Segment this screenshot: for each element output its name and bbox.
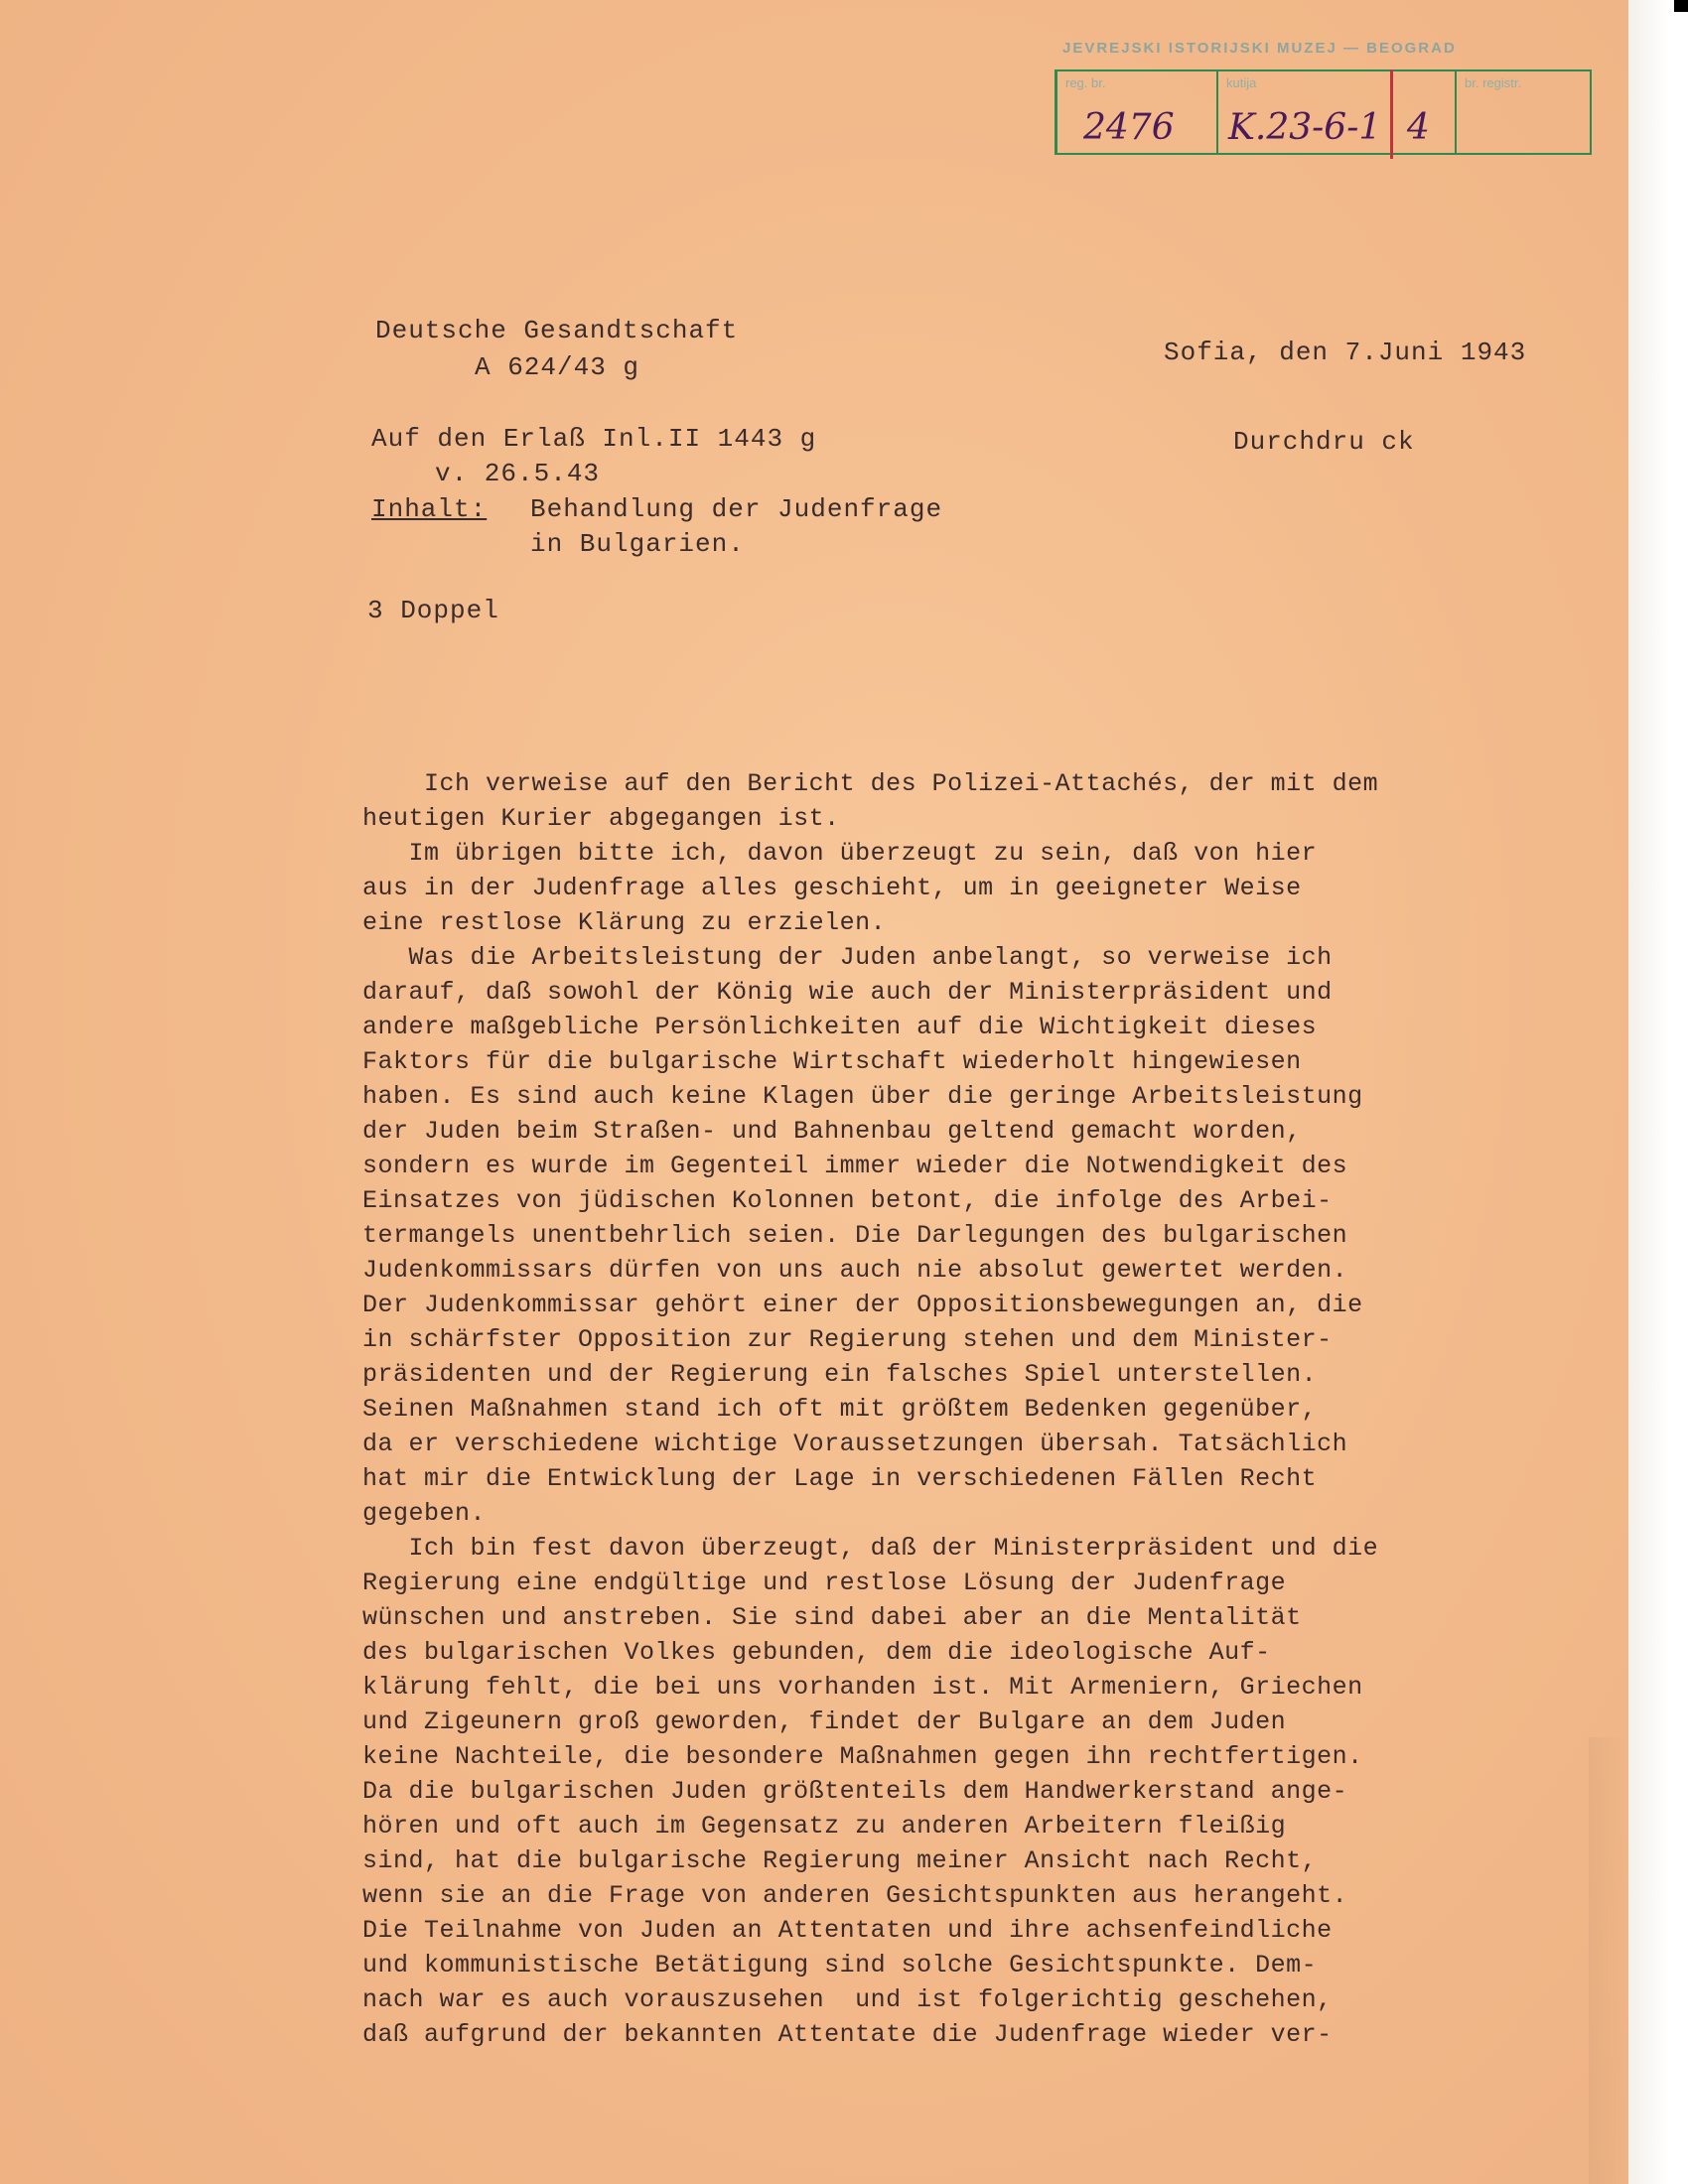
body-line: keine Nachteile, die besondere Maßnahmen gegen ihn rechtfertigen.	[362, 1742, 1363, 1771]
body-line: präsidenten und der Regierung ein falsches Spiel unterstellen.	[362, 1360, 1318, 1389]
body-line: Judenkommissars dürfen von uns auch nie absolut gewertet werden.	[362, 1256, 1348, 1285]
scan-margin	[1628, 0, 1688, 2184]
body-line: und Zigeunern groß geworden, findet der Bulgare an dem Juden	[362, 1707, 1287, 1736]
body-line: eine restlose Klärung zu erzielen.	[362, 908, 887, 937]
subject-line-2: in Bulgarien.	[530, 529, 745, 559]
copy-note: Durchdru ck	[1233, 427, 1415, 457]
body-line: klärung fehlt, die bei uns vorhanden ist. Mit Armeniern, Griechen	[362, 1673, 1363, 1702]
body-line: daß aufgrund der bekannten Attentate die Judenfrage wieder ver-	[362, 2020, 1333, 2049]
stamp-folder-number: 4	[1407, 107, 1430, 148]
body-line: Ich verweise auf den Bericht des Polizei-Attachés, der mit dem	[362, 769, 1379, 798]
body-line: hat mir die Entwicklung der Lage in verschiedenen Fällen Recht	[362, 1464, 1318, 1493]
stamp-box	[1055, 69, 1592, 155]
body-line: Seinen Maßnahmen stand ich oft mit größtem Bedenken gegenüber,	[362, 1395, 1318, 1424]
decree-line-1: Auf den Erlaß Inl.II 1443 g	[371, 424, 817, 454]
archive-stamp	[1055, 40, 1591, 154]
body-line: sind, hat die bulgarische Regierung meiner Ansicht nach Recht,	[362, 1846, 1318, 1875]
body-line: Ich bin fest davon überzeugt, daß der Ministerpräsident und die	[362, 1534, 1379, 1563]
copies-note: 3 Doppel	[367, 596, 499, 625]
body-line: Der Judenkommissar gehört einer der Oppositionsbewegungen an, die	[362, 1291, 1363, 1319]
body-line: heutigen Kurier abgegangen ist.	[362, 804, 840, 833]
stamp-cell-registry	[1457, 71, 1588, 153]
body-line: darauf, daß sowohl der König wie auch der Ministerpräsident und	[362, 978, 1333, 1007]
body-line: Faktors für die bulgarische Wirtschaft wiederholt hingewiesen	[362, 1047, 1302, 1076]
body-line: Da die bulgarischen Juden größtenteils dem Handwerkerstand ange-	[362, 1777, 1348, 1806]
reference-number: A 624/43 g	[475, 352, 640, 382]
body-line: da er verschiedene wichtige Voraussetzungen übersah. Tatsächlich	[362, 1430, 1348, 1458]
body-line: sondern es wurde im Gegenteil immer wieder die Notwendigkeit des	[362, 1152, 1348, 1180]
body-line: der Juden beim Straßen- und Bahnenbau geltend gemacht worden,	[362, 1117, 1302, 1146]
stamp-cell-box	[1218, 71, 1457, 153]
body-line: wünschen und anstreben. Sie sind dabei aber an die Mentalität	[362, 1603, 1302, 1632]
body-line: Im übrigen bitte ich, davon überzeugt zu sein, daß von hier	[362, 839, 1318, 868]
body-line: in schärfster Opposition zur Regierung stehen und dem Minister-	[362, 1325, 1333, 1354]
stamp-box-number: K.23-6-1	[1228, 107, 1382, 148]
body-line: Die Teilnahme von Juden an Attentaten und ihre achsenfeindliche	[362, 1916, 1333, 1945]
stamp-red-mark	[1390, 69, 1393, 159]
body-line: gegeben.	[362, 1499, 487, 1528]
body-line: termangels unentbehrlich seien. Die Darlegungen des bulgarischen	[362, 1221, 1348, 1250]
body-line: andere maßgebliche Persönlichkeiten auf die Wichtigkeit dieses	[362, 1013, 1318, 1041]
stamp-label-box: kutija	[1226, 75, 1257, 90]
body-line: und kommunistische Betätigung sind solche Gesichtspunkte. Dem-	[362, 1951, 1318, 1979]
letter-body	[362, 766, 1554, 2052]
page-fold-shadow	[1589, 1737, 1628, 2184]
scan-corner-mark	[1674, 0, 1688, 12]
stamp-label-reg: reg. br.	[1065, 75, 1106, 90]
sender-name: Deutsche Gesandtschaft	[375, 316, 739, 345]
place-date: Sofia, den 7.Juni 1943	[1164, 338, 1527, 367]
body-line: Regierung eine endgültige und restlose Lösung der Judenfrage	[362, 1569, 1287, 1597]
body-line: des bulgarischen Volkes gebunden, dem die ideologische Auf-	[362, 1638, 1271, 1667]
subject-label: Inhalt:	[371, 494, 488, 524]
body-line: wenn sie an die Frage von anderen Gesichtspunkten aus herangeht.	[362, 1881, 1348, 1910]
body-line: haben. Es sind auch keine Klagen über die geringe Arbeitsleistung	[362, 1082, 1363, 1111]
body-line: hören und oft auch im Gegensatz zu anderen Arbeitern fleißig	[362, 1812, 1287, 1841]
stamp-reg-number: 2476	[1083, 107, 1175, 148]
body-line: Was die Arbeitsleistung der Juden anbelangt, so verweise ich	[362, 943, 1333, 972]
body-line: nach war es auch vorauszusehen und ist folgerichtig geschehen,	[362, 1985, 1333, 2014]
stamp-header: JEVREJSKI ISTORIJSKI MUZEJ — BEOGRAD	[1062, 40, 1457, 57]
body-line: Einsatzes von jüdischen Kolonnen betont, die infolge des Arbei-	[362, 1186, 1333, 1215]
decree-line-2: v. 26.5.43	[435, 459, 601, 488]
stamp-cell-reg	[1057, 71, 1218, 153]
body-line: aus in der Judenfrage alles geschieht, um in geeigneter Weise	[362, 874, 1302, 902]
stamp-label-registry: br. registr.	[1465, 75, 1522, 90]
subject-line-1: Behandlung der Judenfrage	[530, 494, 943, 524]
